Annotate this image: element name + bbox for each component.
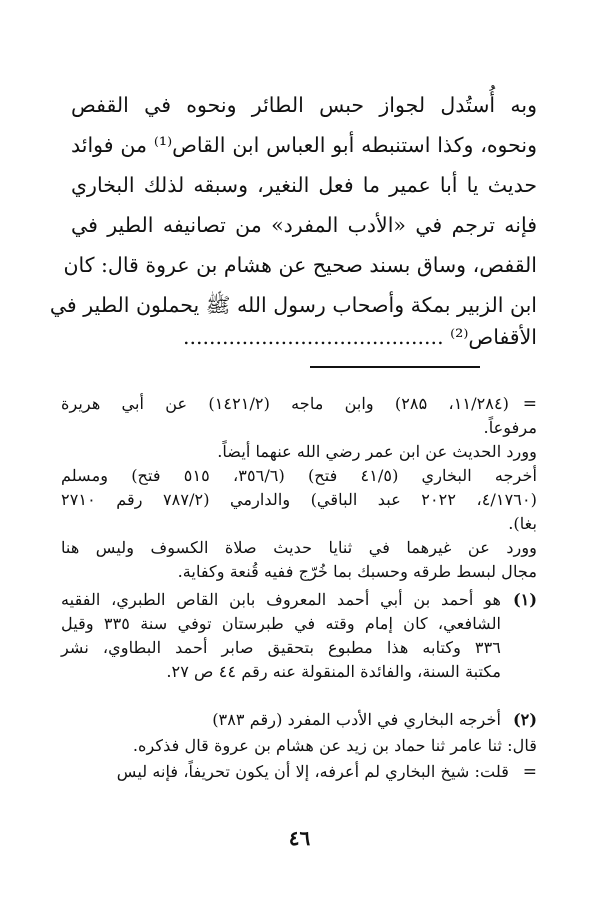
main-text-line-6: ابن الزبير بمكة وأصحاب رسول الله ﷺ يحملون الطير في (49, 293, 537, 317)
main-text-line-4: فإنه ترجم في «الأدب المفرد» من تصانيفه الطير في (71, 213, 537, 237)
continuation-equals-sign: = (522, 394, 537, 414)
footnote-2-marker: (۲) (512, 710, 537, 729)
footnote-2-line-3: قلت: شيخ البخاري لم أعرفه، إلا أن يكون تحريفاً، فإنه ليس (116, 762, 509, 781)
footnote-continuation-line-1: (۲۸٤/۱۱، ۲۸۵) وابن ماجه (۱٤۲۱/۲) عن أبي هريرة (61, 394, 509, 413)
footnote-continuation-line-2: مرفوعاً. (483, 418, 537, 437)
footnote-continuation-line-5: (۱۷٦۰/٤، ۲۰۲۲ عبد الباقي) والدارمي (۷۸۷/۲ رقم ۲۷۱۰ (61, 490, 537, 509)
footnote-2-line-1: أخرجه البخاري في الأدب المفرد (رقم ۳۸۳) (212, 710, 501, 729)
footnote-1-marker: (۱) (512, 590, 537, 609)
page-number: ٤٦ (288, 826, 311, 850)
main-text-line-3: حديث يا أبا عمير ما فعل النغير، وسبقه لذلك البخاري (71, 173, 537, 197)
footnote-continuation-line-8: مجال لبسط طرقه وحسبك بما خُرّج ففيه قُنعة وكفاية. (177, 562, 537, 581)
main-text-line-1: وبه أُستُدل لجواز حبس الطائر ونحوه في القفص (71, 93, 537, 117)
main-text-line-5: القفص، وساق بسند صحيح عن هشام بن عروة قال: كان (63, 253, 537, 277)
footnote-1-line-2: الشافعي، كان إمام وقته في طبرستان توفي سنة ۳۳٥ وقيل (61, 614, 501, 633)
footnote-2-line-2: قال: ثنا عامر ثنا حماد بن زيد عن هشام بن عروة قال فذكره. (132, 736, 537, 755)
main-text-line-7: الأقفاص⁽²⁾ ........................................ (182, 325, 537, 349)
footnote-separator (310, 366, 480, 368)
footnote-1-line-3: ۳۳٦ وكتابه هذا مطبوع بتحقيق صابر أحمد البطاوي، نشر (61, 638, 501, 657)
footnote-1-line-1: هو أحمد بن أبي أحمد المعروف بابن القاص الطبري، الفقيه (61, 590, 501, 609)
footnote-continuation-line-4: أخرجه البخاري (٤۱/٥ فتح) (۳٥٦/٦، ٥١٥ فتح) ومسلم (61, 466, 537, 485)
footnote-continuation-line-7: وورد عن غيرهما في ثنايا حديث صلاة الكسوف وليس هنا (61, 538, 537, 557)
footnote-1-line-4: مكتبة السنة، والفائدة المنقولة عنه رقم ٤٤ ص ۲۷. (166, 662, 501, 681)
footnote-continuation-line-3: وورد الحديث عن ابن عمر رضي الله عنهما أيضاً. (217, 442, 537, 461)
footnote-2-equals-sign: = (522, 762, 537, 782)
main-text-line-2: ونحوه، وكذا استنبطه أبو العباس ابن القاص⁽¹⁾ من فوائد (71, 133, 537, 157)
footnote-continuation-line-6: بغا). (508, 514, 537, 533)
